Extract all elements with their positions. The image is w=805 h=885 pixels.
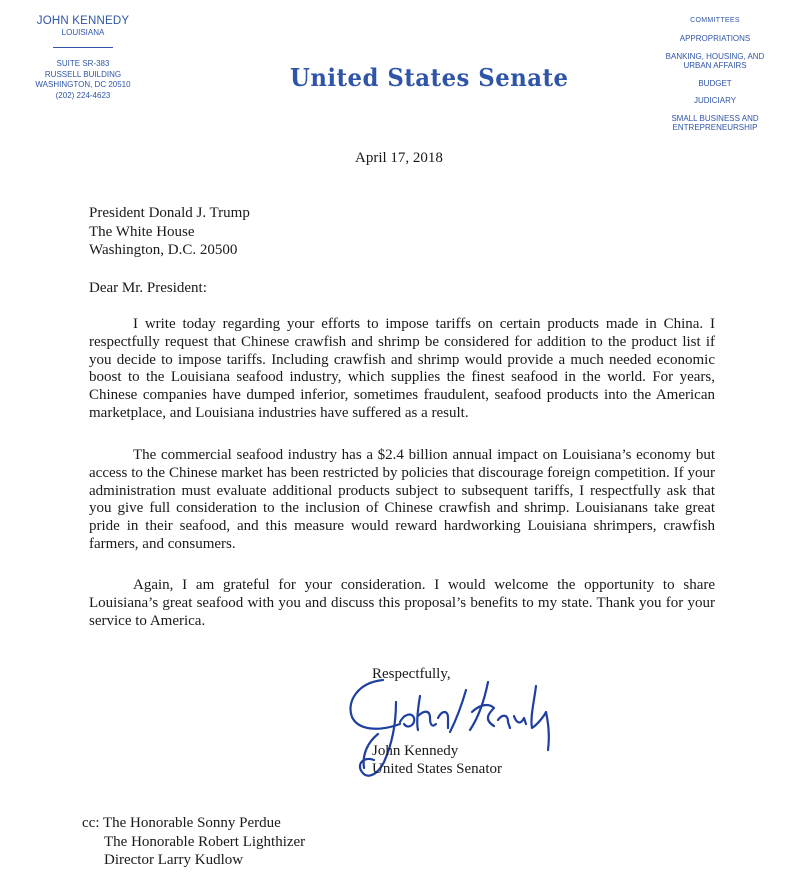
body-paragraph <box>89 577 715 630</box>
committees-block <box>640 17 790 141</box>
address-line: SUITE SR-383 <box>56 59 110 68</box>
paragraph-text: I write today regarding your efforts to impose tariffs on certain products made in China. I respectfully request that Chinese crawfish and shrimp be considered for addition to the product list if you decide to impose tariffs. Including crawfish and shrimp would provide a much needed economic boost to the Louisiana seafood industry, which supplies the finest seafood in the world. For years, Chinese companies have dumped inferior, sometimes fraudulent, seafood products into the American marketplace, and Louisiana industries have suffered as a result. <box>89 316 715 421</box>
committee-item: SMALL BUSINESS AND ENTREPRENEURSHIP <box>671 113 759 132</box>
committee-item: JUDICIARY <box>693 96 737 105</box>
recipient-address <box>89 204 250 260</box>
cc-line: Director Larry Kudlow <box>104 852 244 868</box>
cc-list <box>82 814 305 870</box>
recipient-line: The White House <box>89 223 195 240</box>
salutation: Dear Mr. President: <box>89 280 207 296</box>
body-paragraph <box>89 316 715 423</box>
recipient-line: Washington, D.C. 20500 <box>89 242 238 258</box>
letterhead-divider <box>53 47 113 48</box>
senate-title: United States Senate <box>290 63 569 92</box>
signer-title: United States Senator <box>372 761 502 777</box>
closing: Respectfully, <box>372 666 451 682</box>
senator-name: JOHN KENNEDY <box>36 15 130 27</box>
address-line: WASHINGTON, DC 20510 <box>35 80 131 89</box>
letter-date: April 17, 2018 <box>355 150 443 166</box>
committees-heading: COMMITTEES <box>690 17 740 24</box>
address-line: RUSSELL BUILDING <box>44 69 122 79</box>
letterhead-senator-block <box>22 15 144 101</box>
cc-line: The Honorable Robert Lighthizer <box>104 833 306 850</box>
senator-state: LOUISIANA <box>61 28 105 37</box>
signer-block <box>372 742 502 778</box>
committee-item: BANKING, HOUSING, AND URBAN AFFAIRS <box>665 51 765 70</box>
committee-item: BUDGET <box>698 78 732 88</box>
paragraph-text: The commercial seafood industry has a $2.4 billion annual impact on Louisiana’s economy but access to the Chinese market has been restricted by policies that discourage foreign competition. If your administration must evaluate additional products subject to subsequent tariffs, I respectfully ask that you give full consideration to the inclusion of Chinese crawfish and shrimp. Louisianans take great pride in their seafood, and this measure would reward hardworking Louisiana shrimpers, crawfish farmers, and consumers. <box>89 447 715 552</box>
recipient-line: President Donald J. Trump <box>89 205 250 221</box>
committee-item: APPROPRIATIONS <box>679 34 751 43</box>
paragraph-text: Again, I am grateful for your consideration. I would welcome the opportunity to share Louisiana’s great seafood with you and discuss this proposal’s benefits to my state. Thank you for your service to America. <box>89 577 715 629</box>
cc-line: cc: The Honorable Sonny Perdue <box>82 815 281 831</box>
office-address <box>22 59 144 101</box>
signer-name: John Kennedy <box>372 743 459 759</box>
address-line: (202) 224-4623 <box>55 90 111 100</box>
body-paragraph <box>89 447 715 554</box>
